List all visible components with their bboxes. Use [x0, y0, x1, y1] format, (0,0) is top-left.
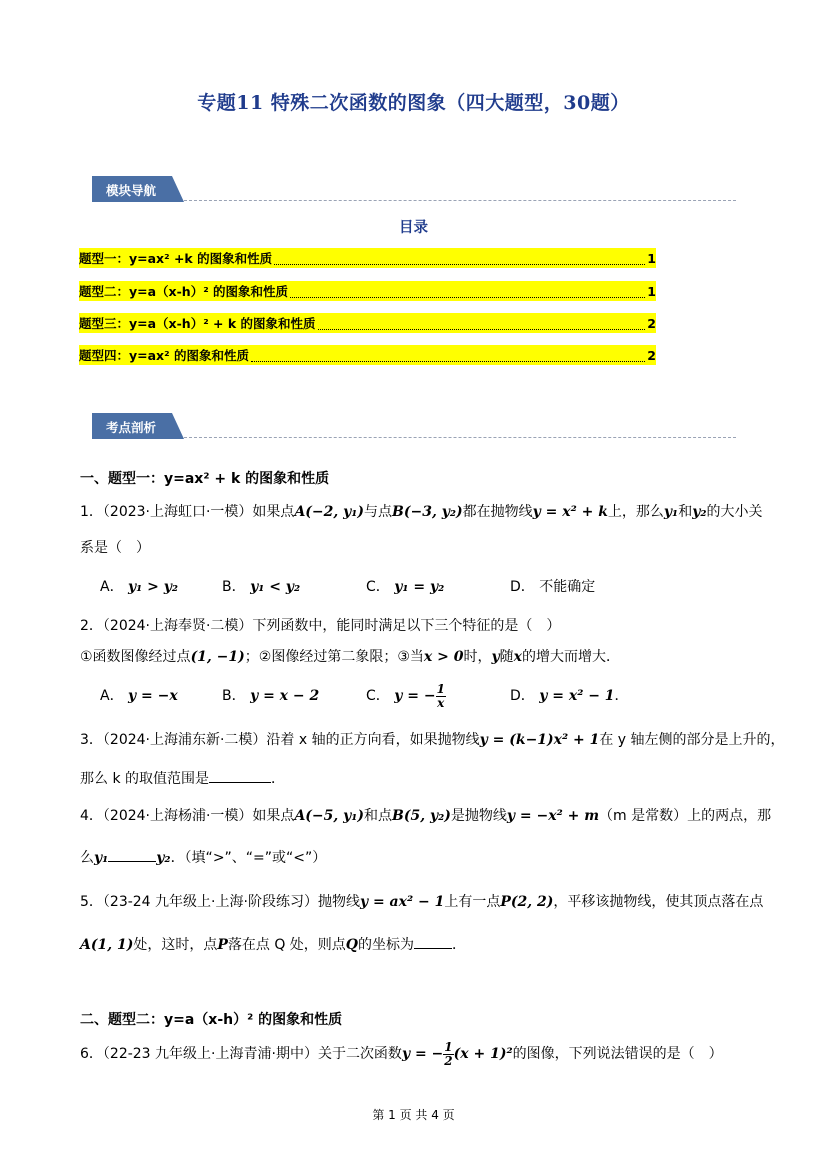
toc-item-page: 1: [647, 250, 656, 266]
q1-tail: 的大小关: [706, 504, 763, 520]
toc-leader: [290, 285, 645, 298]
q4-answer-blank[interactable]: [108, 847, 156, 862]
q2-option-d[interactable]: D． y = x² − 1．: [510, 688, 629, 704]
q1-option-b[interactable]: B． y₁ < y₂: [222, 579, 301, 595]
toc-item[interactable]: [79, 313, 656, 333]
q1-mid3: 上，那么: [607, 504, 664, 520]
toc-leader: [251, 349, 645, 362]
question-1-line1: [80, 502, 762, 522]
q1-pointA: A(−2, y₁): [294, 504, 365, 520]
section-divider: [184, 200, 736, 201]
toc-item[interactable]: [79, 248, 656, 268]
q1-option-a[interactable]: A． y₁ > y₂: [100, 579, 179, 595]
question-1-line2: 系是（ ）: [80, 540, 150, 556]
toc-item-page: 1: [647, 283, 656, 299]
q1-option-d[interactable]: D． 不能确定: [510, 579, 596, 595]
toc-item[interactable]: [79, 345, 656, 365]
toc-item-label: 题型三：y=a（x-h）² + k 的图象和性质: [79, 316, 316, 331]
q1-pointB: B(−3, y₂): [392, 504, 463, 520]
q2-option-c[interactable]: C． y = − $\frac{1}{x}$: [366, 681, 445, 710]
q2-option-a[interactable]: A． y = −x: [100, 688, 178, 704]
q2-option-b[interactable]: B． y = x − 2: [222, 688, 320, 704]
q1-parabola: y = x² + k: [532, 504, 608, 520]
q1-option-c[interactable]: C． y₁ = y₂: [366, 579, 445, 595]
question-3-line1: 3．（2024·上海浦东新·二模）沿着 x 轴的正方向看，如果抛物线y = (k−1)x² + 1在 y 轴左侧的部分是上升的，: [80, 732, 785, 748]
question-5-line2: A(1, 1)处，这时，点P落在点 Q 处，则点Q的坐标为 ．: [80, 934, 466, 955]
q1-mid1: 与点: [364, 504, 393, 520]
toc-item-label: 题型四：y=ax² 的图象和性质: [79, 348, 249, 363]
section2-heading: 二、题型二：y=a（x-h）² 的图象和性质: [80, 1012, 343, 1028]
q1-y1: y₁: [663, 504, 679, 520]
toc-item-label: 题型二：y=a（x-h）² 的图象和性质: [79, 284, 289, 299]
question-2-line2: ①函数图像经过点(1, −1)；②图像经过第二象限；③当x > 0时，y随x的增大而增大．: [80, 649, 620, 665]
toc-title: 目录: [399, 220, 428, 236]
nav-tab-label: 模块导航: [106, 183, 157, 198]
section1-heading: 一、题型一：y=ax² + k 的图象和性质: [80, 471, 330, 487]
toc-item-label: 题型一：y=ax² +k 的图象和性质: [79, 251, 273, 266]
q1-and: 和: [678, 504, 693, 520]
toc-item-page: 2: [647, 315, 656, 331]
question-4-line2: 么y₁ y₂．（填“>”、“=”或“<”）: [80, 847, 326, 868]
question-4-line1: 4．（2024·上海杨浦·一模）如果点A(−5, y₁)和点B(5, y₂)是抛物线y = −x² + m（m 是常数）上的两点，那: [80, 808, 772, 824]
analysis-tab-label: 考点剖析: [106, 420, 157, 435]
q1-y2: y₂: [692, 504, 707, 520]
q5-answer-blank[interactable]: [414, 934, 452, 949]
q1-prefix: 1．（2023·上海虹口·一模）如果点: [80, 504, 295, 520]
section-divider: [184, 437, 736, 438]
analysis-section-tab: [92, 413, 184, 439]
page-title: 专题11 特殊二次函数的图象（四大题型，30题）: [197, 92, 630, 114]
q2-option-c-fraction: $\frac{1}{x}$: [436, 681, 445, 710]
toc-leader: [318, 317, 646, 330]
page-footer: 第 1 页 共 4 页: [372, 1108, 455, 1122]
toc-item[interactable]: [79, 281, 656, 301]
question-3-line2: 那么 k 的取值范围是 ．: [80, 768, 285, 789]
toc-item-page: 2: [647, 347, 656, 363]
q6-fraction: $\frac{1}{2}$: [444, 1039, 453, 1068]
toc-leader: [274, 252, 645, 265]
nav-section-tab: [92, 176, 184, 202]
q1-mid2: 都在抛物线: [462, 504, 533, 520]
question-2-line1: 2．（2024·上海奉贤·二模）下列函数中，能同时满足以下三个特征的是（ ）: [80, 618, 561, 634]
question-6-line1: 6．（22-23 九年级上·上海青浦·期中）关于二次函数 y = − $\frac{1}{2}$ (x + 1)² 的图像，下列说法错误的是（ ）: [80, 1039, 723, 1068]
question-5-line1: 5．（23-24 九年级上·上海·阶段练习）抛物线y = ax² − 1上有一点P(2, 2)，平移该抛物线，使其顶点落在点: [80, 894, 764, 910]
q3-answer-blank[interactable]: [209, 768, 271, 783]
